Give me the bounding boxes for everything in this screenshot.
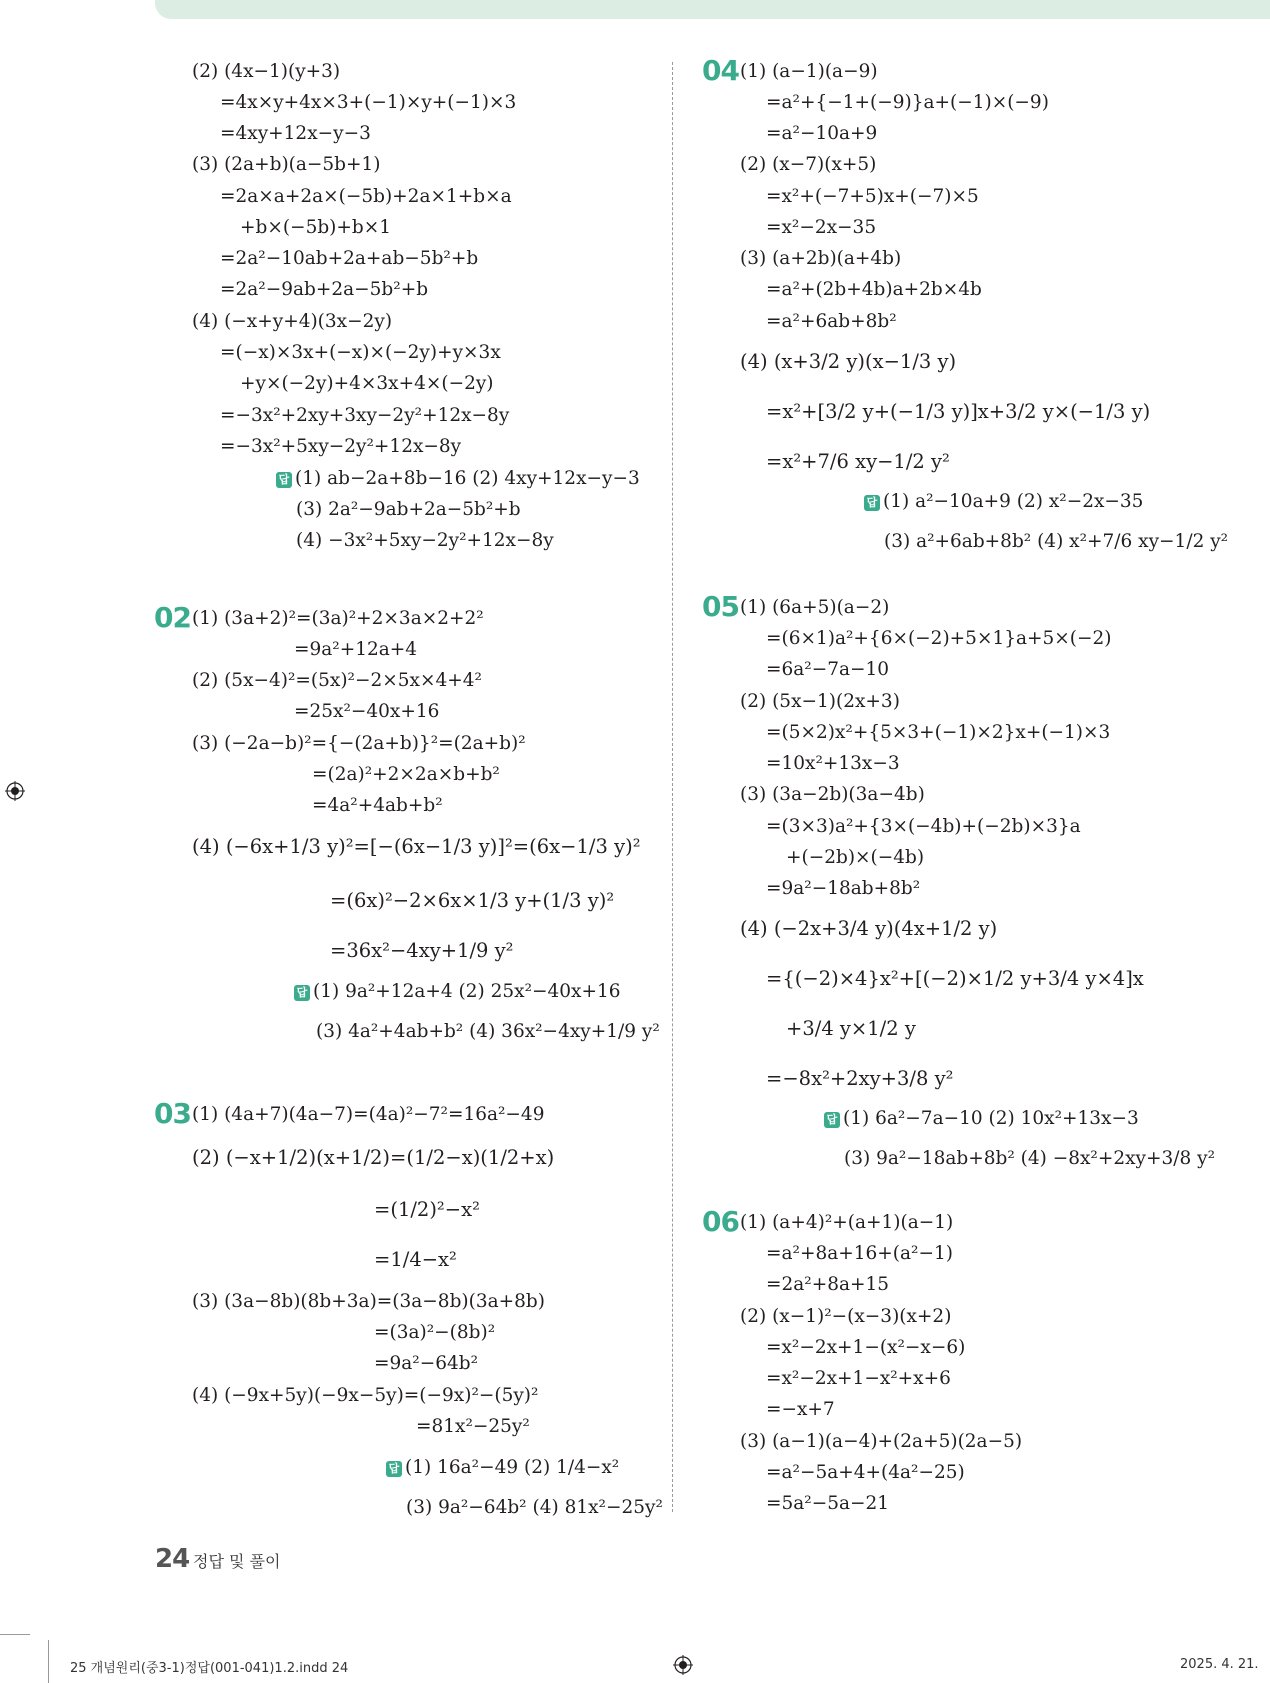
math-text: (2) (−x+1/2)(x+1/2)=(1/2−x)(1/2+x) (192, 1146, 555, 1169)
math-text: =x²−2x−35 (766, 217, 877, 238)
solution-line (844, 1147, 1215, 1171)
math-text: =(6x)²−2×6x×1/3 y+(1/3 y)² (330, 889, 615, 912)
registration-mark-icon (5, 781, 25, 801)
solution-line (374, 1248, 457, 1272)
answer-line (824, 1107, 1139, 1131)
solution-line (766, 1242, 953, 1266)
solution-line (240, 372, 494, 396)
problem-number: 04 (702, 54, 739, 87)
solution-line (766, 450, 950, 474)
math-text: (4) (x+3/2 y)(x−1/3 y) (740, 350, 957, 373)
math-text: =2a²+8a+15 (766, 1274, 890, 1295)
solution-line (406, 1496, 663, 1520)
math-text: (4) −3x²+5xy−2y²+12x−8y (296, 530, 554, 551)
answer-icon: 답 (276, 472, 292, 488)
answer-line (386, 1456, 619, 1480)
solution-line (220, 404, 509, 428)
math-text: (4) (−6x+1/3 y)²=[−(6x−1/3 y)]²=(6x−1/3 y)² (192, 835, 641, 858)
solution-line (330, 939, 513, 963)
solution-line (192, 60, 340, 84)
solution-line (740, 917, 997, 941)
math-text: =36x²−4xy+1/9 y² (330, 939, 514, 962)
math-text: (1) (a−1)(a−9) (740, 61, 878, 82)
math-text: =4a²+4ab+b² (312, 795, 443, 816)
math-text: (3) (3a−8b)(8b+3a)=(3a−8b)(3a+8b) (192, 1291, 545, 1312)
solution-line (766, 122, 877, 146)
math-text: =6a²−7a−10 (766, 659, 890, 680)
solution-line (296, 498, 521, 522)
math-text: (3) (2a+b)(a−5b+1) (192, 154, 381, 175)
solution-line (766, 1492, 889, 1516)
solution-line (316, 1020, 660, 1044)
solution-line (884, 530, 1228, 554)
answer-line (294, 980, 621, 1004)
solution-line (192, 310, 392, 334)
crop-mark (48, 1640, 49, 1683)
math-text: (3) 4a²+4ab+b² (4) 36x²−4xy+1/9 y² (316, 1021, 660, 1042)
solution-line (192, 835, 641, 859)
solution-line (766, 877, 920, 901)
page-number: 24 (155, 1544, 190, 1574)
math-text: (3) (−2a−b)²={−(2a+b)}²=(2a+b)² (192, 733, 526, 754)
solution-line (220, 435, 461, 459)
math-text: =x²+7/6 xy−1/2 y² (766, 450, 950, 473)
math-text: (3) (3a−2b)(3a−4b) (740, 784, 925, 805)
math-text: ={(−2)×4}x²+[(−2)×1/2 y+3/4 y×4]x (766, 967, 1144, 990)
math-text: (1) (4a+7)(4a−7)=(4a)²−7²=16a²−49 (192, 1104, 545, 1125)
math-text: =2a×a+2a×(−5b)+2a×1+b×a (220, 186, 512, 207)
solution-line (766, 278, 982, 302)
math-text: (3) 9a²−18ab+8b² (4) −8x²+2xy+3/8 y² (844, 1148, 1216, 1169)
crop-mark (0, 1634, 30, 1635)
solution-line (740, 1211, 953, 1235)
math-text: =2a²−10ab+2a+ab−5b²+b (220, 248, 479, 269)
answer-icon: 답 (824, 1112, 840, 1128)
math-text: (1) (3a+2)²=(3a)²+2×3a×2+2² (192, 608, 484, 629)
solution-line (330, 889, 614, 913)
solution-line (192, 607, 484, 631)
solution-line (740, 1305, 951, 1329)
solution-line (294, 638, 417, 662)
math-text: (1) 6a²−7a−10 (2) 10x²+13x−3 (843, 1108, 1139, 1129)
solution-line (786, 1017, 916, 1041)
math-text: (1) a²−10a+9 (2) x²−2x−35 (883, 491, 1144, 512)
solution-line (766, 1461, 965, 1485)
solution-line (192, 1103, 544, 1127)
solution-line (766, 1273, 889, 1297)
solution-line (192, 1290, 545, 1314)
math-text: =4xy+12x−y−3 (220, 123, 371, 144)
solution-line (766, 721, 1110, 745)
answer-line (864, 490, 1143, 514)
math-text: +(−2b)×(−4b) (786, 847, 925, 868)
column-divider (672, 62, 673, 1512)
solution-line (766, 967, 1144, 991)
solution-line (766, 91, 1049, 115)
math-text: (1) (6a+5)(a−2) (740, 597, 890, 618)
solution-line (374, 1198, 480, 1222)
solution-line (296, 529, 554, 553)
math-text: (1) (a+4)²+(a+1)(a−1) (740, 1212, 954, 1233)
math-text: (4) (−x+y+4)(3x−2y) (192, 311, 393, 332)
math-text: =(6×1)a²+{6×(−2)+5×1}a+5×(−2) (766, 628, 1112, 649)
registration-mark-icon (673, 1655, 693, 1675)
math-text: +3/4 y×1/2 y (786, 1017, 916, 1040)
solution-line (740, 153, 876, 177)
math-text: (3) 9a²−64b² (4) 81x²−25y² (406, 1497, 663, 1518)
math-text: =a²+(2b+4b)a+2b×4b (766, 279, 982, 300)
solution-line (192, 669, 482, 693)
solution-line (766, 310, 897, 334)
solution-line (766, 1336, 965, 1360)
math-text: =4x×y+4x×3+(−1)×y+(−1)×3 (220, 92, 517, 113)
math-text: =−3x²+2xy+3xy−2y²+12x−8y (220, 405, 510, 426)
math-text: =9a²−18ab+8b² (766, 878, 921, 899)
math-text: (3) a²+6ab+8b² (4) x²+7/6 xy−1/2 y² (884, 531, 1229, 552)
math-text: =2a²−9ab+2a−5b²+b (220, 279, 429, 300)
math-text: =(−x)×3x+(−x)×(−2y)+y×3x (220, 342, 501, 363)
solution-line (740, 596, 889, 620)
solution-line (740, 783, 925, 807)
math-text: =−3x²+5xy−2y²+12x−8y (220, 436, 462, 457)
answer-line (276, 467, 640, 491)
math-text: (2) (5x−1)(2x+3) (740, 691, 900, 712)
solution-line (220, 278, 428, 302)
math-text: (1) 16a²−49 (2) 1/4−x² (405, 1457, 620, 1478)
math-text: =81x²−25y² (416, 1416, 530, 1437)
print-slug-file: 25 개념원리(중3-1)정답(001-041)1.2.indd 24 (70, 1661, 349, 1676)
solution-line (740, 690, 900, 714)
solution-line (766, 627, 1112, 651)
math-text: =a²−10a+9 (766, 123, 878, 144)
math-text: =9a²−64b² (374, 1353, 479, 1374)
print-slug-date: 2025. 4. 21. (1180, 1657, 1259, 1672)
math-text: (2) (5x−4)²=(5x)²−2×5x×4+4² (192, 670, 482, 691)
math-text: (2) (x−1)²−(x−3)(x+2) (740, 1306, 952, 1327)
solution-line (374, 1321, 495, 1345)
math-text: =−8x²+2xy+3/8 y² (766, 1067, 954, 1090)
solution-line (740, 60, 878, 84)
math-text: (1) 9a²+12a+4 (2) 25x²−40x+16 (313, 981, 621, 1002)
solution-line (766, 1398, 835, 1422)
solution-line (220, 122, 371, 146)
math-text: =25x²−40x+16 (294, 701, 440, 722)
solution-line (766, 1067, 953, 1091)
solution-line (294, 700, 439, 724)
solution-line (220, 247, 478, 271)
solution-line (192, 1146, 554, 1170)
solution-line (766, 400, 1150, 424)
answer-icon: 답 (864, 495, 880, 511)
top-header-band (155, 0, 1270, 19)
math-text: +y×(−2y)+4×3x+4×(−2y) (240, 373, 494, 394)
math-text: +b×(−5b)+b×1 (240, 217, 392, 238)
math-text: (4) (−2x+3/4 y)(4x+1/2 y) (740, 917, 998, 940)
math-text: =x²−2x+1−(x²−x−6) (766, 1337, 966, 1358)
solution-line (766, 216, 876, 240)
problem-number: 05 (702, 590, 739, 623)
math-text: =−x+7 (766, 1399, 835, 1420)
math-text: =x²+[3/2 y+(−1/3 y)]x+3/2 y×(−1/3 y) (766, 400, 1151, 423)
solution-line (192, 153, 381, 177)
math-text: =1/4−x² (374, 1248, 457, 1271)
math-text: =a²−5a+4+(4a²−25) (766, 1462, 965, 1483)
answer-icon: 답 (386, 1461, 402, 1477)
solution-line (766, 1367, 951, 1391)
problem-number: 03 (154, 1097, 191, 1130)
math-text: (3) (a−1)(a−4)+(2a+5)(2a−5) (740, 1431, 1023, 1452)
solution-line (766, 658, 889, 682)
solution-line (374, 1352, 478, 1376)
solution-line (192, 732, 526, 756)
solution-line (766, 185, 979, 209)
solution-line (740, 1430, 1022, 1454)
math-text: (2) (x−7)(x+5) (740, 154, 877, 175)
math-text: =(5×2)x²+{5×3+(−1)×2}x+(−1)×3 (766, 722, 1111, 743)
math-text: (3) (a+2b)(a+4b) (740, 248, 902, 269)
solution-line (312, 794, 443, 818)
problem-number: 02 (154, 601, 191, 634)
math-text: =(3a)²−(8b)² (374, 1322, 496, 1343)
answer-icon: 답 (294, 985, 310, 1001)
math-text: =(3×3)a²+{3×(−4b)+(−2b)×3}a (766, 816, 1081, 837)
solution-line (766, 752, 900, 776)
solution-line (240, 216, 391, 240)
math-text: =(1/2)²−x² (374, 1198, 480, 1221)
math-text: =a²+6ab+8b² (766, 311, 897, 332)
math-text: =(2a)²+2×2a×b+b² (312, 764, 500, 785)
math-text: =a²+8a+16+(a²−1) (766, 1243, 953, 1264)
math-text: (1) ab−2a+8b−16 (2) 4xy+12x−y−3 (295, 468, 640, 489)
solution-line (740, 350, 956, 374)
solution-line (740, 247, 901, 271)
solution-line (220, 91, 516, 115)
math-text: =a²+{−1+(−9)}a+(−1)×(−9) (766, 92, 1049, 113)
math-text: =5a²−5a−21 (766, 1493, 890, 1514)
solution-line (416, 1415, 530, 1439)
solution-line (766, 815, 1081, 839)
math-text: =9a²+12a+4 (294, 639, 418, 660)
problem-number: 06 (702, 1205, 739, 1238)
solution-line (192, 1384, 538, 1408)
math-text: (3) 2a²−9ab+2a−5b²+b (296, 499, 521, 520)
page-label: 정답 및 풀이 (193, 1552, 281, 1571)
solution-line (220, 185, 512, 209)
math-text: (2) (4x−1)(y+3) (192, 61, 341, 82)
math-text: =x²−2x+1−x²+x+6 (766, 1368, 951, 1389)
math-text: =x²+(−7+5)x+(−7)×5 (766, 186, 979, 207)
solution-line (312, 763, 500, 787)
solution-line (786, 846, 924, 870)
math-text: =10x²+13x−3 (766, 753, 900, 774)
solution-line (220, 341, 501, 365)
math-text: (4) (−9x+5y)(−9x−5y)=(−9x)²−(5y)² (192, 1385, 539, 1406)
